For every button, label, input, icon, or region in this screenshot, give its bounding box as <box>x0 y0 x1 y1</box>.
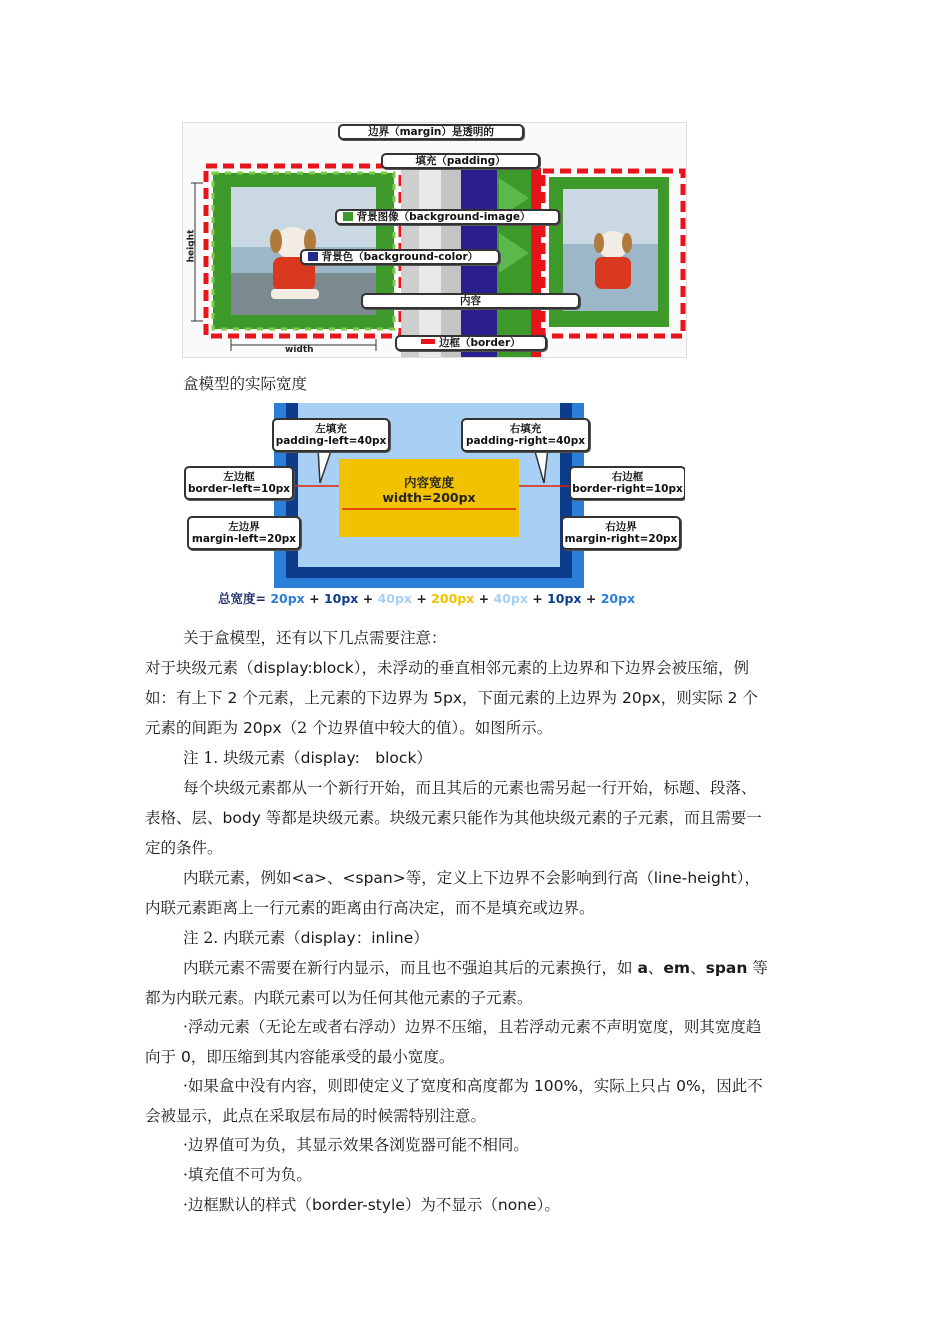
width-label: width <box>285 345 314 355</box>
blue-square-icon <box>308 252 318 261</box>
text-line-13: 都为内联元素。内联元素可以为任何其他元素的子元素。 <box>145 989 533 1007</box>
right-border-label: 右边框 border-right=10px <box>569 466 685 500</box>
width-diagram <box>182 403 685 608</box>
padding-label: 填充（padding） <box>381 153 540 169</box>
background-image-label: 背景图像（background-image） <box>335 209 560 225</box>
text-line-6: 每个块级元素都从一个新行开始，而且其后的元素也需另起一行开始，标题、段落、 <box>183 779 757 797</box>
text-line-9: 内联元素，例如<a>、<span>等，定义上下边界不会影响到行高（line-height）， <box>183 869 760 887</box>
text-line-17: 会被显示，此点在采取层布局的时候需特别注意。 <box>145 1107 487 1125</box>
left-padding-label: 左填充 padding-left=40px <box>272 418 390 452</box>
background-color-label: 背景色（background-color） <box>300 249 500 265</box>
text-line-3: 如：有上下 2 个元素，上元素的下边界为 5px，下面元素的上边界为 20px，则实际 2 个 <box>145 689 758 707</box>
text-line-2: 对于块级元素（display:block），未浮动的垂直相邻元素的上边界和下边界会被压缩，例 <box>145 659 750 677</box>
width-diagram-svg <box>182 403 685 608</box>
content-width-label: 内容宽度 width=200px <box>382 475 476 505</box>
text-line-8: 定的条件。 <box>145 839 223 857</box>
text-line-18: ·边界值可为负，其显示效果各浏览器可能不相同。 <box>183 1136 529 1154</box>
text-line-1: 关于盒模型，还有以下几点需要注意： <box>183 629 447 647</box>
text-line-15: 向于 0，即压缩到其内容能承受的最小宽度。 <box>145 1048 455 1066</box>
left-margin-label: 左边界 margin-left=20px <box>187 516 301 550</box>
text-line-19: ·填充值不可为负。 <box>183 1166 312 1184</box>
figure-caption: 盒模型的实际宽度 <box>183 375 308 393</box>
margin-label: 边界（margin）是透明的 <box>338 124 524 140</box>
text-line-10: 内联元素距离上一行元素的距离由行高决定，而不是填充或边界。 <box>145 899 595 917</box>
right-padding-label: 右填充 padding-right=40px <box>461 418 590 452</box>
left-border-label: 左边框 border-left=10px <box>184 466 294 500</box>
text-line-16: ·如果盒中没有内容，则即使定义了宽度和高度都为 100%，实际上只占 0%，因此不 <box>183 1077 763 1095</box>
note-2-heading: 注 2. 内联元素（display：inline） <box>183 929 429 947</box>
right-margin-label: 右边界 margin-right=20px <box>561 516 681 550</box>
height-label: height <box>186 229 197 263</box>
content-label: 内容 <box>361 293 580 309</box>
text-line-4: 元素的间距为 20px（2 个边界值中较大的值）。如图所示。 <box>145 719 553 737</box>
border-label: 边框（border） <box>395 335 547 351</box>
text-line-14: ·浮动元素（无论左或者右浮动）边界不压缩，且若浮动元素不声明宽度，则其宽度趋 <box>183 1018 762 1036</box>
total-width-formula: 总宽度= 20px + 10px + 40px + 200px + 40px + 10px + 20px <box>218 591 636 606</box>
text-line-12: 内联元素不需要在新行内显示，而且也不强迫其后的元素换行，如 a、em、span 等 <box>183 959 768 977</box>
red-bar-icon <box>421 339 435 344</box>
text-line-7: 表格、层、body 等都是块级元素。块级元素只能作为其他块级元素的子元素，而且需要一 <box>145 809 762 827</box>
note-1-heading: 注 1. 块级元素（display: block） <box>183 749 432 767</box>
green-square-icon <box>343 212 353 221</box>
text-line-20: ·边框默认的样式（border-style）为不显示（none）。 <box>183 1196 560 1214</box>
box-model-figure <box>182 122 687 358</box>
